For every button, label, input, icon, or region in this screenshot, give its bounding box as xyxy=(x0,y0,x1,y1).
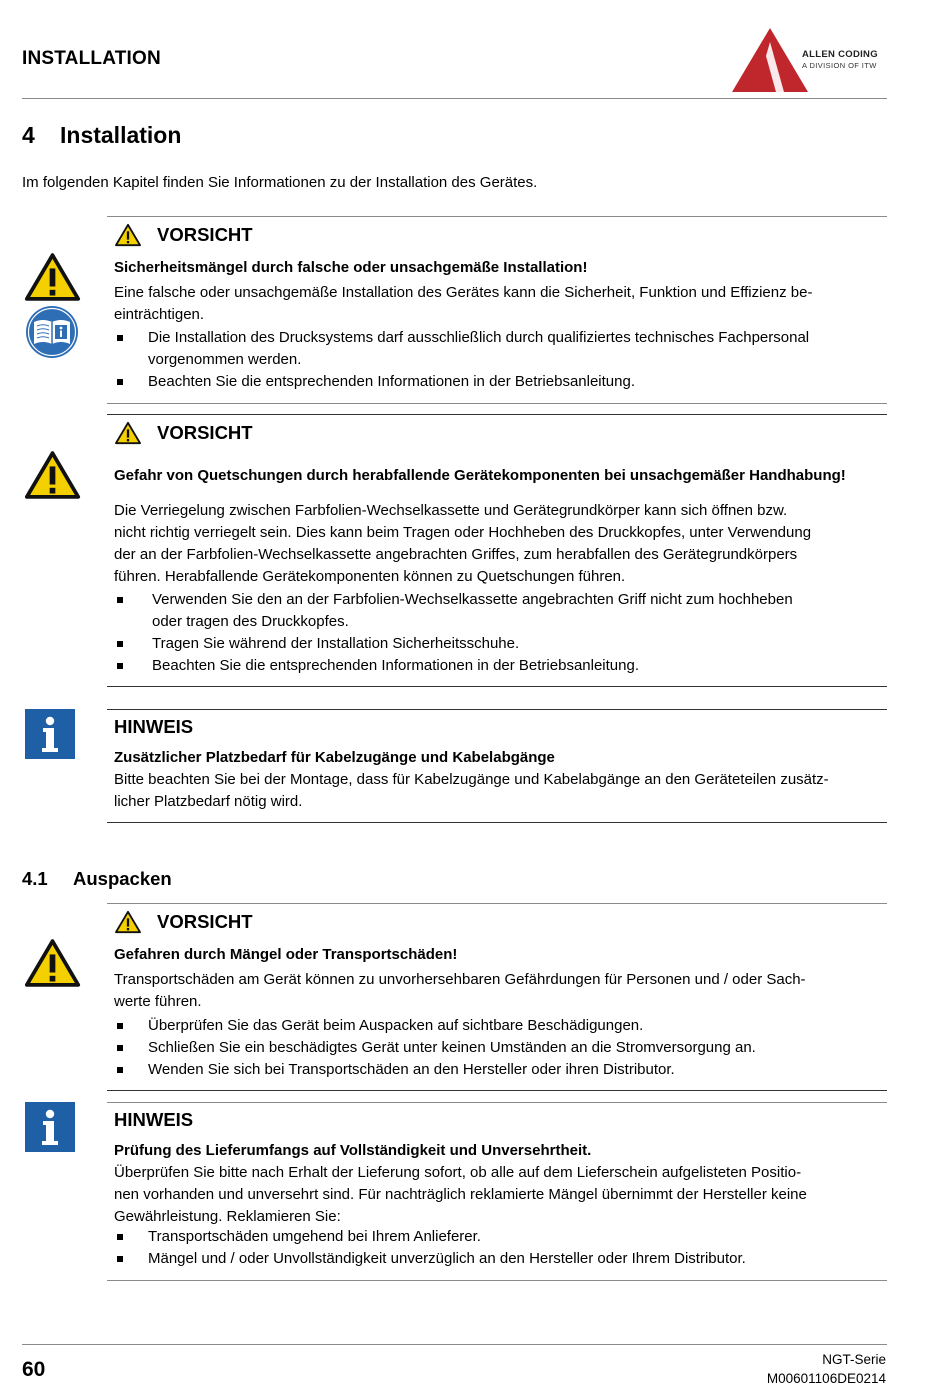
notice-label-text: VORSICHT xyxy=(157,911,253,932)
warning-small-icon xyxy=(114,421,142,445)
notice-bullet-list xyxy=(114,1226,746,1270)
notice-headline: Gefahr von Quetschungen durch herabfallende Gerätekomponenten bei unsachgemäßer Handhabung! xyxy=(114,467,846,484)
warning-sign-icon xyxy=(24,938,81,988)
list-item: Überprüfen Sie das Gerät beim Auspacken auf sichtbare Beschädigungen. xyxy=(114,1015,756,1037)
notice-label xyxy=(114,421,253,445)
notice-bottom-rule xyxy=(107,403,887,404)
notice-body-line: Überprüfen Sie bitte nach Erhalt der Lieferung sofort, ob alle auf dem Lieferschein aufgelisteten Positio- xyxy=(114,1164,802,1181)
notice-body-line: Die Verriegelung zwischen Farbfolien-Wechselkassette und Gerätegrundkörper kann sich öffnen bzw. xyxy=(114,502,788,519)
notice-top-rule xyxy=(107,1102,887,1103)
footer-series: NGT-Serie xyxy=(822,1352,886,1367)
page-number: 60 xyxy=(22,1358,46,1381)
notice-body-line: werte führen. xyxy=(114,993,202,1010)
info-icon xyxy=(25,709,75,759)
notice-body-line: nicht richtig verriegelt sein. Dies kann beim Tragen oder Hochheben des Druckkopfes, unter Verwendung xyxy=(114,524,812,541)
header-title: INSTALLATION xyxy=(22,48,161,69)
section-title: Auspacken xyxy=(73,868,172,889)
notice-body-line: Bitte beachten Sie bei der Montage, dass für Kabelzugänge und Kabelabgänge an den Geräteteilen zusätz- xyxy=(114,771,829,788)
list-item: Transportschäden umgehend bei Ihrem Anlieferer. xyxy=(114,1226,746,1248)
info-icon xyxy=(25,1102,75,1152)
notice-bullet-list xyxy=(114,327,809,393)
notice-top-rule xyxy=(107,903,887,904)
notice-label-text: VORSICHT xyxy=(157,422,253,443)
footer-divider xyxy=(22,1344,887,1345)
notice-headline: Gefahren durch Mängel oder Transportschäden! xyxy=(114,946,458,963)
warning-small-icon xyxy=(114,223,142,247)
warning-sign-icon xyxy=(24,252,81,302)
notice-label xyxy=(114,1109,193,1131)
notice-bottom-rule xyxy=(107,686,887,687)
warning-sign-icon xyxy=(24,450,81,500)
hint-notice-delivery-check xyxy=(107,1102,887,1282)
notice-label-text: HINWEIS xyxy=(114,1109,194,1130)
header-divider xyxy=(22,98,887,99)
list-item: Die Installation des Drucksystems darf ausschließlich durch qualifiziertes technisches Fachpersonal vorgenommen werden. xyxy=(114,327,809,371)
list-item: Verwenden Sie den an der Farbfolien-Wechselkassette angebrachten Griff nicht zum hochheben oder tragen des Druckkopfes. xyxy=(114,589,793,633)
read-manual-icon xyxy=(25,305,79,359)
notice-bottom-rule xyxy=(107,1090,887,1091)
logo-triangle-icon xyxy=(732,28,812,94)
notice-bottom-rule xyxy=(107,822,887,823)
logo-company-name: ALLEN CODING xyxy=(802,49,878,60)
notice-body-line: Gewährleistung. Reklamieren Sie: xyxy=(114,1208,341,1225)
notice-body-line: nen vorhanden und unversehrt sind. Für nachträglich reklamierte Mängel übernimmt der Hersteller keine xyxy=(114,1186,807,1203)
chapter-number: 4 xyxy=(22,122,35,148)
notice-bottom-rule xyxy=(107,1280,887,1281)
notice-label-text: HINWEIS xyxy=(114,716,194,737)
notice-label xyxy=(114,716,193,738)
list-item: Mängel und / oder Unvollständigkeit unverzüglich an den Hersteller oder Ihrem Distributor. xyxy=(114,1248,746,1270)
company-logo xyxy=(732,28,892,94)
section-heading xyxy=(22,868,172,890)
section-number: 4.1 xyxy=(22,868,48,889)
notice-label-text: VORSICHT xyxy=(157,224,253,245)
caution-notice-crushing xyxy=(107,414,887,687)
list-item: Beachten Sie die entsprechenden Informationen in der Betriebsanleitung. xyxy=(114,655,793,677)
notice-top-rule xyxy=(107,414,887,415)
notice-label xyxy=(114,910,253,934)
chapter-heading xyxy=(22,122,181,149)
notice-bullet-list xyxy=(114,589,793,677)
notice-label xyxy=(114,223,253,247)
logo-division: A DIVISION OF ITW xyxy=(802,61,877,70)
notice-body-line: licher Platzbedarf nötig wird. xyxy=(114,793,303,810)
caution-notice-installation xyxy=(107,216,887,404)
notice-body-line: führen. Herabfallende Gerätekomponenten können zu Quetschungen führen. xyxy=(114,568,626,585)
caution-notice-transport-damage xyxy=(107,903,887,1091)
list-item: Beachten Sie die entsprechenden Informationen in der Betriebsanleitung. xyxy=(114,371,809,393)
notice-headline: Prüfung des Lieferumfangs auf Vollständigkeit und Unversehrtheit. xyxy=(114,1142,592,1159)
notice-headline: Sicherheitsmängel durch falsche oder unsachgemäße Installation! xyxy=(114,259,588,276)
list-item: Wenden Sie sich bei Transportschäden an den Hersteller oder ihren Distributor. xyxy=(114,1059,756,1081)
notice-body-line: Eine falsche oder unsachgemäße Installation des Gerätes kann die Sicherheit, Funktion und Effizienz be- xyxy=(114,284,813,301)
list-item: Tragen Sie während der Installation Sicherheitsschuhe. xyxy=(114,633,793,655)
notice-body-line: Transportschäden am Gerät können zu unvorhersehbaren Gefährdungen für Personen und / oder Sach- xyxy=(114,971,806,988)
notice-body-line: der an der Farbfolien-Wechselkassette angebrachten Griffes, zum herabfallen des Gerätegrundkörpers xyxy=(114,546,798,563)
notice-bullet-list xyxy=(114,1015,756,1081)
notice-top-rule xyxy=(107,216,887,217)
warning-small-icon xyxy=(114,910,142,934)
footer-document-id: M00601106DE0214 xyxy=(766,1371,886,1386)
notice-headline: Zusätzlicher Platzbedarf für Kabelzugänge und Kabelabgänge xyxy=(114,749,555,766)
list-item: Schließen Sie ein beschädigtes Gerät unter keinen Umständen an die Stromversorgung an. xyxy=(114,1037,756,1059)
notice-body-line: einträchtigen. xyxy=(114,306,205,323)
intro-paragraph: Im folgenden Kapitel finden Sie Informationen zu der Installation des Gerätes. xyxy=(22,174,538,191)
notice-top-rule xyxy=(107,709,887,710)
hint-notice-cable-space xyxy=(107,709,887,823)
chapter-title: Installation xyxy=(60,122,182,148)
